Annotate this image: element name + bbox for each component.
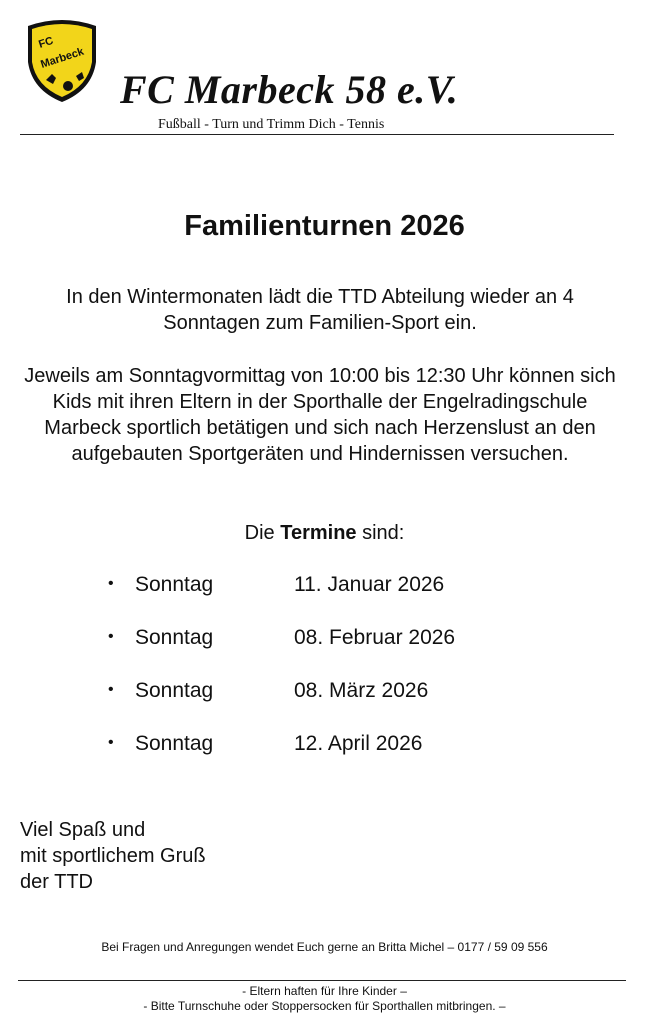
footer-note: - Bitte Turnschuhe oder Stoppersocken für Sporthallen mitbringen. – (143, 999, 506, 1013)
date-day: Sonntag (135, 679, 214, 702)
date-value: 08. März 2026 (294, 679, 429, 702)
header-divider (20, 134, 614, 135)
club-name: FC Marbeck 58 e.V. (120, 67, 459, 112)
page-title: Familienturnen 2026 (184, 210, 465, 242)
closing-line: Viel Spaß und (20, 819, 146, 841)
termine-suffix: sind: (362, 522, 405, 544)
logo-text-fc: FC (37, 34, 55, 51)
date-day: Sonntag (135, 732, 214, 755)
bullet-icon: • (108, 734, 114, 751)
club-subtitle: Fußball - Turn und Trimm Dich - Tennis (158, 117, 385, 132)
closing-greeting (20, 817, 206, 895)
bullet-icon: • (108, 575, 114, 592)
bullet-icon: • (108, 628, 114, 645)
date-value: 11. Januar 2026 (294, 573, 445, 596)
date-value: 08. Februar 2026 (294, 626, 456, 649)
logo-text-marbeck: Marbeck (39, 45, 86, 71)
date-day: Sonntag (135, 573, 214, 596)
bullet-icon: • (108, 681, 114, 698)
footer-note: - Eltern haften für Ihre Kinder – (242, 984, 407, 998)
termine-prefix: Die (244, 522, 275, 544)
intro-paragraph: In den Wintermonaten lädt die TTD Abteilung wieder an 4 Sonntagen zum Familien-Sport ein. (66, 286, 574, 334)
closing-line: der TTD (20, 871, 93, 893)
club-logo (22, 18, 102, 104)
footer-divider (18, 980, 626, 981)
termine-heading (0, 522, 649, 545)
details-paragraph: Jeweils am Sonntagvormittag von 10:00 bis 12:30 Uhr können sich Kids mit ihren Eltern in der Sporthalle der Engelradingschule Marbeck sportlich betätigen und sich nach Herzenslust an den aufgebauten Sportgeräten und Hindernissen versuchen. (24, 365, 616, 465)
termine-bold: Termine (280, 522, 357, 544)
date-day: Sonntag (135, 626, 214, 649)
closing-line: mit sportlichem Gruß (20, 845, 206, 867)
date-value: 12. April 2026 (294, 732, 423, 755)
contact-info: Bei Fragen und Anregungen wendet Euch gerne an Britta Michel – 0177 / 59 09 556 (101, 940, 548, 954)
